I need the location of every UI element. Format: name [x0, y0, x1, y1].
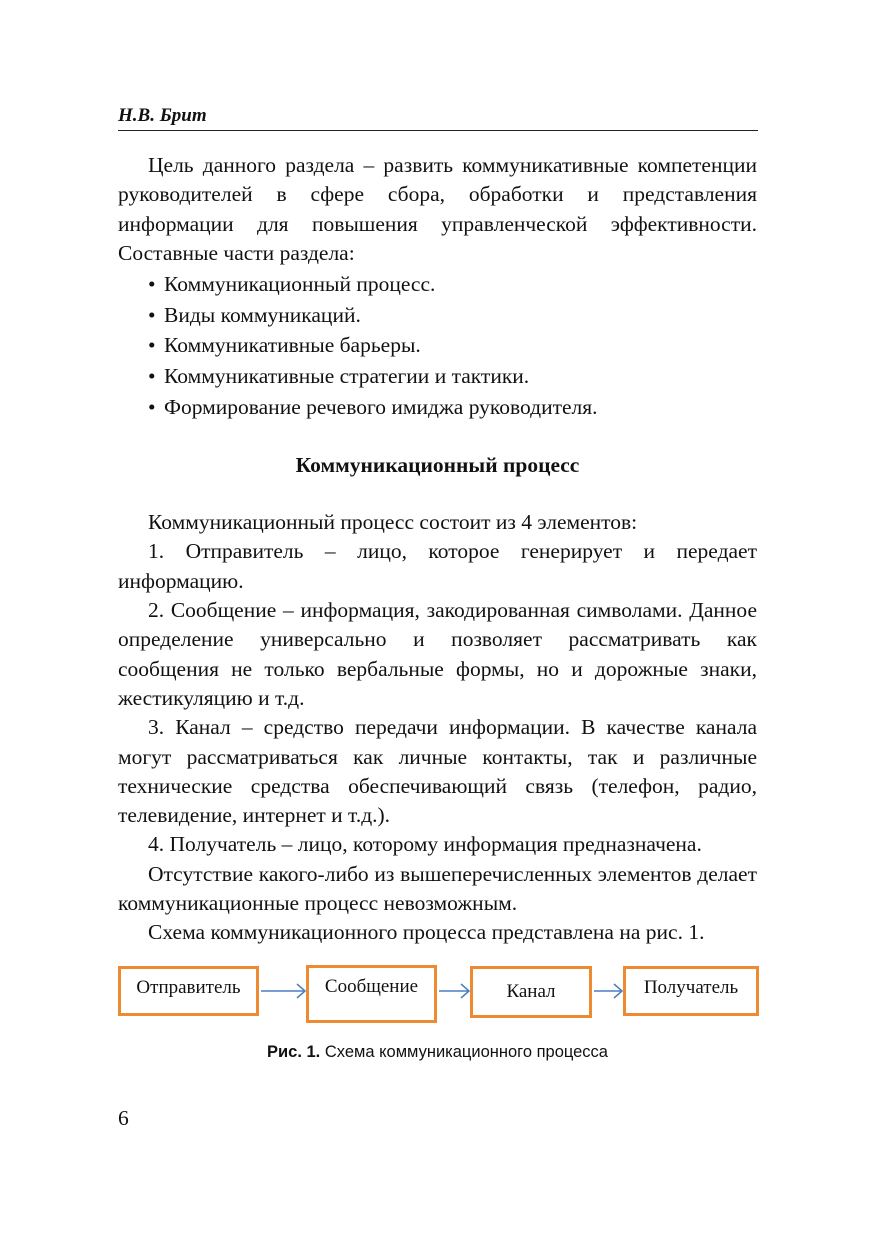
arrow-icon [437, 979, 473, 1003]
body-paragraph: Коммуникационный процесс состоит из 4 элементов: [148, 510, 638, 535]
message-label: Сообщение [324, 976, 419, 997]
figure-caption [118, 1043, 757, 1062]
communication-process-diagram [118, 963, 760, 1025]
page-number: 6 [118, 1106, 129, 1130]
body-paragraph: Отсутствие какого-либо из вышеперечисленных элементов делает коммуникационные процесс невозможным. [118, 861, 757, 916]
body-paragraph: 4. Получатель – лицо, которому информация предназначена. [148, 832, 702, 857]
list-item-text: Формирование речевого имиджа руководителя. [164, 394, 598, 419]
list-item [118, 269, 757, 300]
page-body [118, 151, 757, 948]
arrow-icon [592, 979, 626, 1003]
arrow-icon [259, 979, 309, 1003]
list-item [118, 392, 757, 423]
list-item [118, 361, 757, 392]
list-item-text: Коммуникативные барьеры. [164, 333, 421, 358]
section-parts-list [118, 269, 757, 422]
author-name: Н.В. Брит [118, 105, 207, 126]
body-paragraph: 1. Отправитель – лицо, которое генерирует и передает информацию. [118, 539, 757, 593]
receiver-label: Получатель [643, 977, 739, 998]
figure-caption-text: Схема коммуникационного процесса [320, 1043, 608, 1061]
channel-label: Канал [506, 981, 556, 1002]
bullet-icon: • [148, 302, 156, 327]
list-item [118, 330, 757, 361]
body-paragraph: 3. Канал – средство передачи информации. В качестве канала могут рассматриваться как личные контакты, так и различные технические средства обеспечивающий связь (телефон, радио, телевидение, интернет и т.д.). [118, 715, 757, 828]
bullet-icon: • [148, 333, 156, 358]
receiver-box [623, 966, 759, 1016]
list-item-text: Виды коммуникаций. [164, 302, 361, 327]
running-head [118, 104, 758, 131]
intro-paragraph: Цель данного раздела – развить коммуникативные компетенции руководителей в сфере сбора, обработки и представления информации для повышения управленческой эффективности. Составные части раздела: [118, 153, 757, 265]
sender-box [118, 966, 259, 1016]
channel-box [470, 966, 592, 1018]
bullet-icon: • [148, 272, 156, 297]
message-box [306, 965, 437, 1023]
bullet-icon: • [148, 394, 156, 419]
body-paragraph: Схема коммуникационного процесса представлена на рис. 1. [148, 920, 705, 945]
section-heading: Коммуникационный процесс [295, 453, 580, 478]
figure-label: Рис. 1. [267, 1043, 321, 1061]
sender-label: Отправитель [136, 977, 241, 998]
list-item-text: Коммуникационный процесс. [164, 272, 436, 297]
list-item-text: Коммуникативные стратегии и тактики. [164, 363, 530, 388]
list-item [118, 300, 757, 331]
bullet-icon: • [148, 363, 156, 388]
body-paragraph: 2. Сообщение – информация, закодированная символами. Данное определение универсально и позволяет рассматривать как сообщения не только вербальные формы, но и дорожные знаки, жестикуляцию и т.д. [118, 598, 757, 710]
